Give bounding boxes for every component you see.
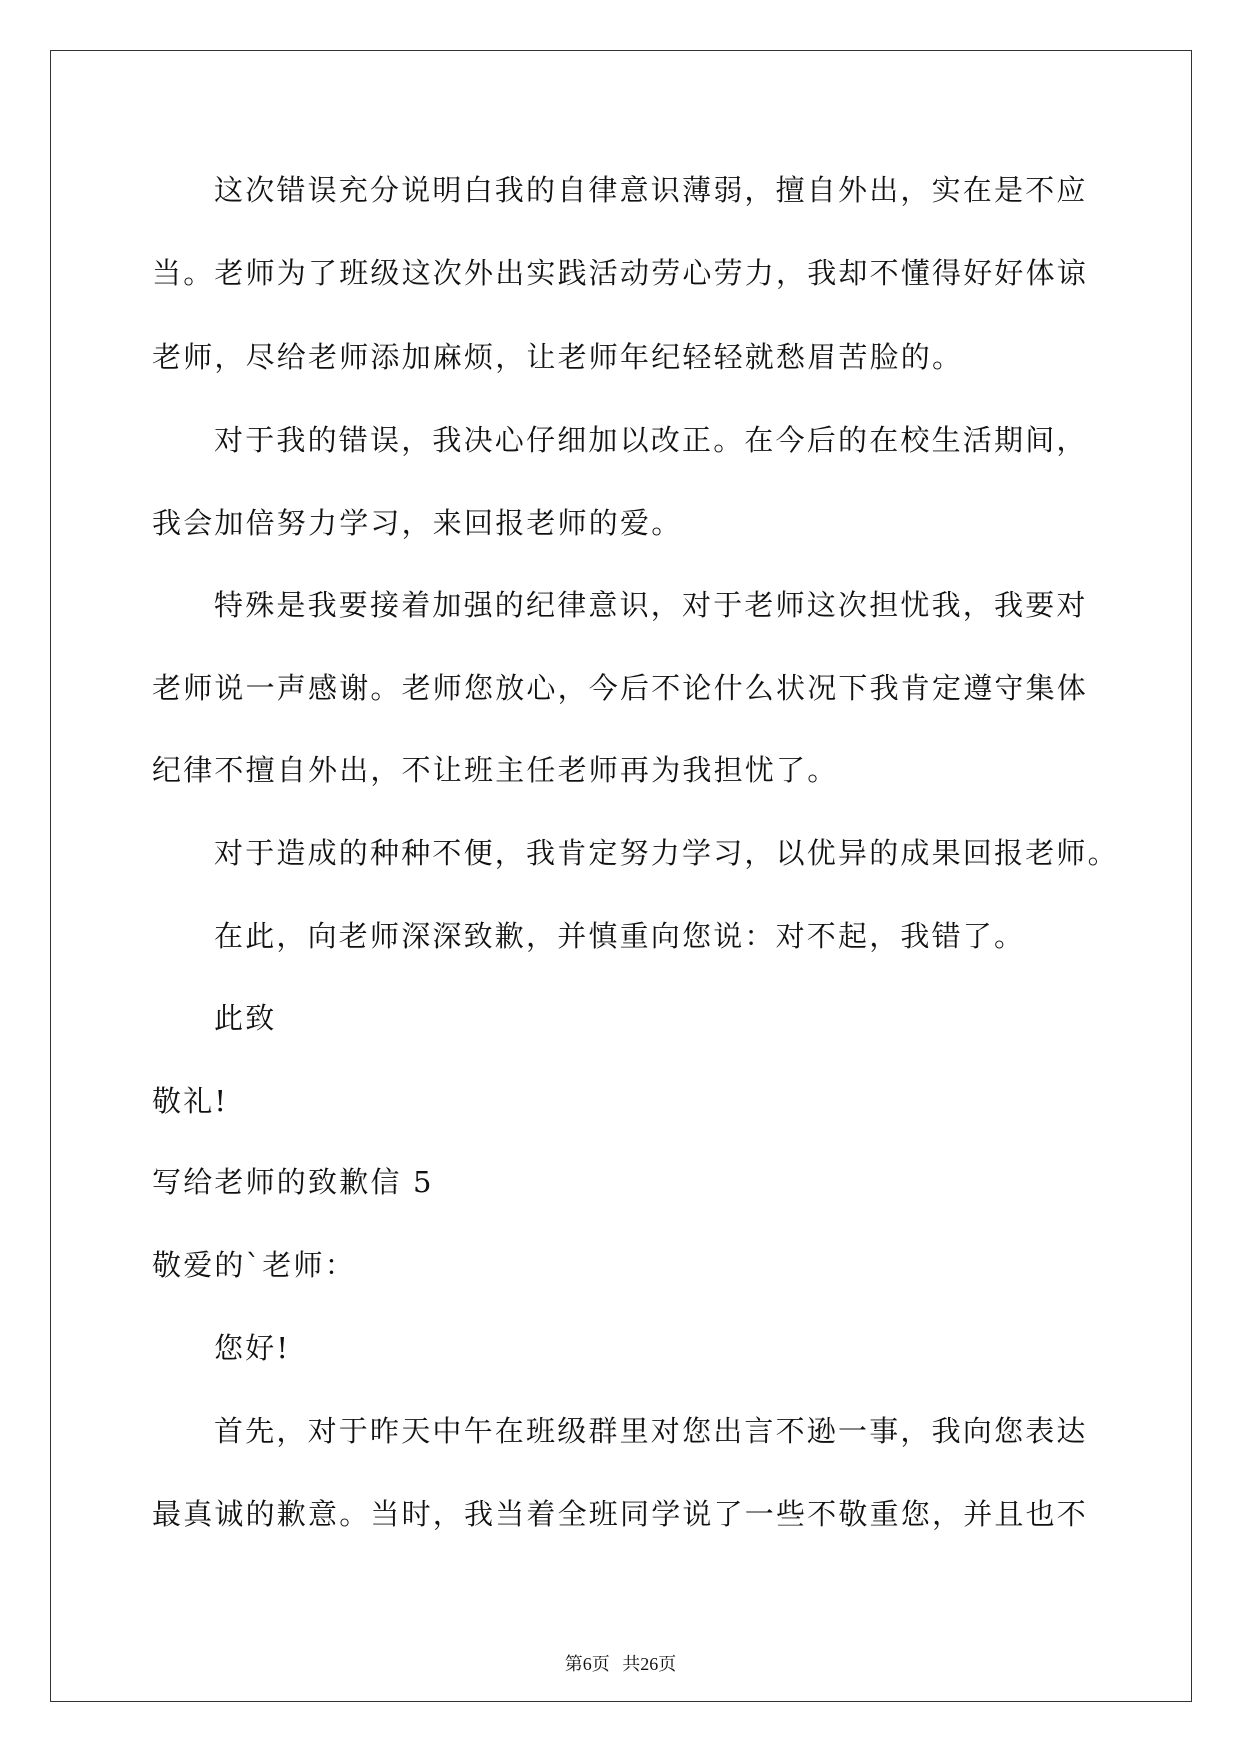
paragraph-line: 我会加倍努力学习，来回报老师的爱。 — [152, 506, 683, 540]
letter-salutation: 敬爱的`老师： — [152, 1248, 356, 1282]
total-pages: 26 — [640, 1654, 659, 1674]
total-indicator — [622, 1654, 676, 1674]
page-indicator — [565, 1654, 610, 1674]
paragraph-line: 当。老师为了班级这次外出实践活动劳心劳力，我却不懂得好好体谅 — [152, 256, 1089, 290]
section-heading: 写给老师的致歉信 5 — [152, 1165, 434, 1199]
letter-greeting: 您好! — [214, 1331, 291, 1365]
page-border — [50, 50, 1192, 1702]
total-prefix: 共 — [622, 1654, 641, 1674]
paragraph-line: 对于我的错误，我决心仔细加以改正。在今后的在校生活期间， — [214, 423, 1088, 457]
page-suffix: 页 — [591, 1654, 610, 1674]
page-footer — [0, 1650, 1241, 1676]
paragraph-line: 这次错误充分说明白我的自律意识薄弱，擅自外出，实在是不应 — [214, 173, 1088, 207]
paragraph-line: 对于造成的种种不便，我肯定努力学习，以优异的成果回报老师。 — [214, 836, 1119, 870]
paragraph-line: 特殊是我要接着加强的纪律意识，对于老师这次担忧我，我要对 — [214, 588, 1088, 622]
closing-regards: 敬礼! — [152, 1084, 229, 1118]
paragraph-line: 在此，向老师深深致歉，并慎重向您说：对不起，我错了。 — [214, 919, 1026, 953]
paragraph-line: 老师说一声感谢。老师您放心，今后不论什么状况下我肯定遵守集体 — [152, 671, 1089, 705]
page-prefix: 第 — [564, 1654, 583, 1674]
paragraph-line: 首先，对于昨天中午在班级群里对您出言不逊一事，我向您表达 — [214, 1414, 1088, 1448]
paragraph-line: 老师，尽给老师添加麻烦，让老师年纪轻轻就愁眉苦脸的。 — [152, 340, 964, 374]
paragraph-line: 最真诚的歉意。当时，我当着全班同学说了一些不敬重您，并且也不 — [152, 1497, 1089, 1531]
page-number: 6 — [582, 1654, 592, 1674]
closing-salutation: 此致 — [214, 1001, 277, 1035]
paragraph-line: 纪律不擅自外出，不让班主任老师再为我担忧了。 — [152, 753, 839, 787]
total-suffix: 页 — [658, 1654, 677, 1674]
